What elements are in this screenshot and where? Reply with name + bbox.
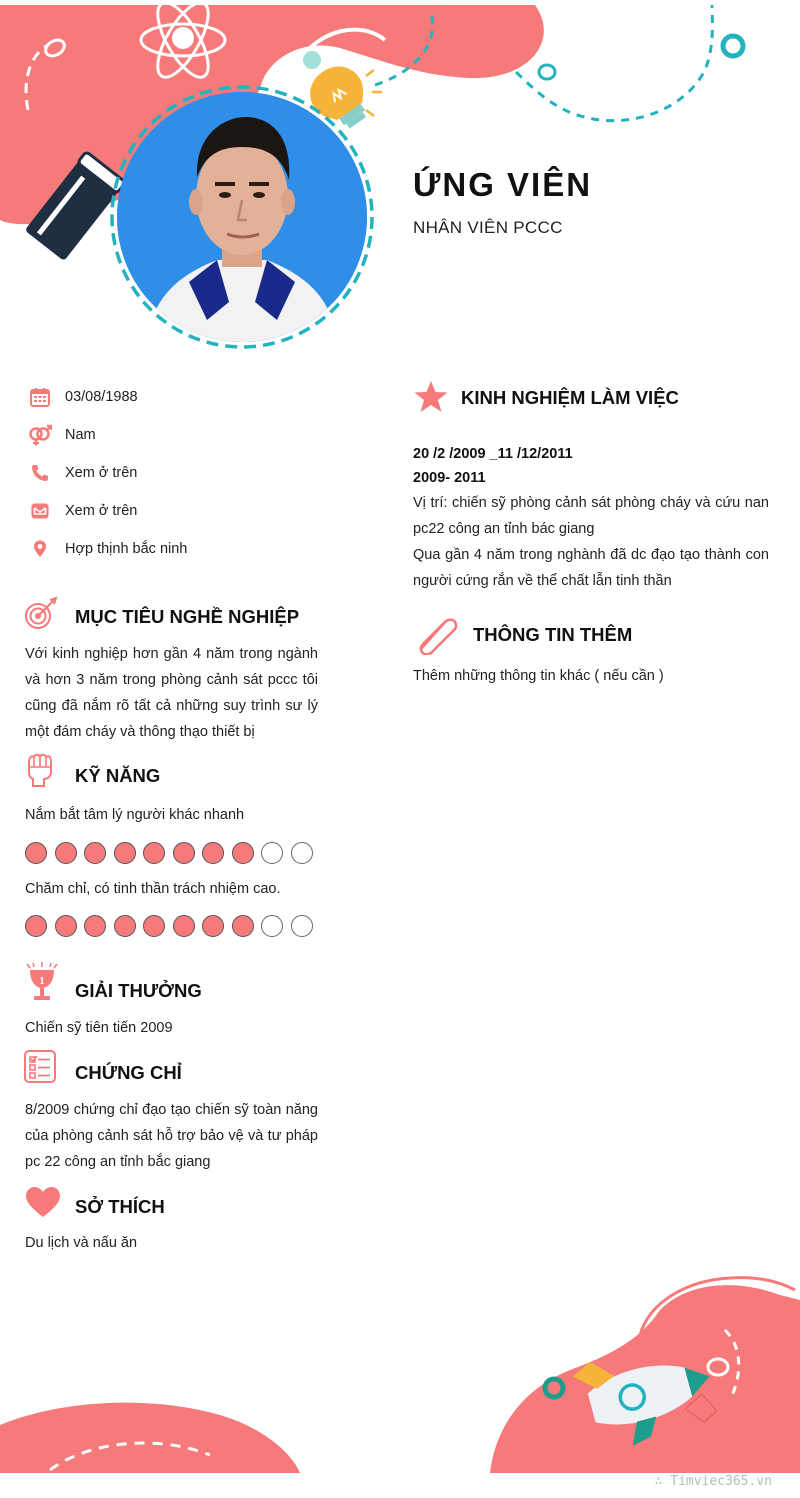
phone-icon	[28, 461, 52, 485]
svg-text:1: 1	[39, 976, 45, 987]
skill-2-name: Chăm chỉ, có tinh thần trách nhiệm cao.	[25, 881, 281, 897]
location-pin-icon	[28, 537, 52, 561]
fist-icon	[22, 752, 58, 788]
additional-title: THÔNG TIN THÊM	[473, 624, 633, 645]
rating-dot-filled	[25, 915, 47, 937]
trophy-icon	[23, 962, 61, 1004]
phone-row	[28, 461, 328, 485]
footer-decoration	[0, 1270, 800, 1480]
birthday-row	[28, 385, 328, 409]
paperclip-icon	[415, 615, 459, 655]
rating-dot-filled	[84, 915, 106, 937]
experience-position: Vị trí: chiến sỹ phòng cảnh sát phòng cháy và cứu nan pc22 công an tỉnh bác giang	[413, 495, 769, 537]
calendar-icon	[28, 385, 52, 409]
hobbies-text: Du lịch và nấu ăn	[25, 1235, 138, 1251]
certificates-text: 8/2009 chứng chỉ đạo tạo chiến sỹ toàn năng của phòng cảnh sát hỗ trợ bảo vệ và tư pháp pc 22 công an tỉnh bắc giang	[25, 1102, 318, 1170]
watermark: ∴ Timviec365.vn	[654, 1474, 772, 1489]
rating-dot-empty	[261, 842, 283, 864]
experience-years: 2009- 2011	[413, 470, 486, 486]
hobbies-title: SỞ THÍCH	[75, 1196, 165, 1217]
experience-title: KINH NGHIỆM LÀM VIỆC	[461, 387, 679, 408]
rating-dot-empty	[291, 915, 313, 937]
skill-2-rating	[25, 915, 313, 937]
rating-dot-filled	[25, 842, 47, 864]
target-icon	[24, 596, 60, 632]
gender-row	[28, 423, 328, 447]
skill-1-name: Nắm bắt tâm lý người khác nhanh	[25, 807, 245, 823]
rating-dot-filled	[232, 842, 254, 864]
address-value: Hợp thịnh bắc ninh	[65, 541, 188, 557]
rating-dot-empty	[261, 915, 283, 937]
experience-description: Qua gần 4 năm trong nghành đã dc đạo tạo thành con người cứng rắn về thể chất lẫn tinh thần	[413, 547, 769, 589]
birthday-value: 03/08/1988	[65, 389, 138, 405]
rating-dot-empty	[291, 842, 313, 864]
rating-dot-filled	[55, 842, 77, 864]
objective-title: MỤC TIÊU NGHỀ NGHIỆP	[75, 606, 300, 627]
rating-dot-filled	[173, 842, 195, 864]
rating-dot-filled	[143, 915, 165, 937]
heart-icon	[25, 1186, 61, 1218]
phone-value: Xem ở trên	[65, 465, 138, 481]
rating-dot-filled	[202, 842, 224, 864]
experience-dates: 20 /2 /2009 _11 /12/2011	[413, 446, 573, 462]
rating-dot-filled	[84, 842, 106, 864]
rating-dot-filled	[202, 915, 224, 937]
gender-value: Nam	[65, 427, 96, 443]
email-row	[28, 499, 328, 523]
email-value: Xem ở trên	[65, 503, 138, 519]
skills-title: KỸ NĂNG	[75, 765, 161, 786]
address-row	[28, 537, 328, 561]
awards-text: Chiến sỹ tiên tiến 2009	[25, 1020, 173, 1036]
checklist-icon	[24, 1050, 60, 1086]
objective-text: Với kinh nghiệp hơn gần 4 năm trong ngành và hơn 3 năm trong phòng cảnh sát pccc tôi cũng đã nắm rõ tất cả những suy trình sư lý một đám cháy và thông thạo thiết bị	[25, 646, 318, 740]
rating-dot-filled	[143, 842, 165, 864]
rating-dot-filled	[232, 915, 254, 937]
rating-dot-filled	[114, 915, 136, 937]
gender-icon	[28, 423, 52, 447]
certificates-title: CHỨNG CHỈ	[75, 1062, 182, 1083]
star-icon	[413, 380, 449, 414]
rating-dot-filled	[114, 842, 136, 864]
rating-dot-filled	[55, 915, 77, 937]
rating-dot-filled	[173, 915, 195, 937]
skill-1-rating	[25, 842, 313, 864]
email-icon	[28, 499, 52, 523]
awards-title: GIẢI THƯỞNG	[75, 980, 202, 1001]
candidate-position: NHÂN VIÊN PCCC	[413, 218, 563, 237]
candidate-photo	[117, 92, 367, 342]
candidate-name: ỨNG VIÊN	[413, 166, 593, 203]
additional-text: Thêm những thông tin khác ( nếu cần )	[413, 668, 664, 684]
